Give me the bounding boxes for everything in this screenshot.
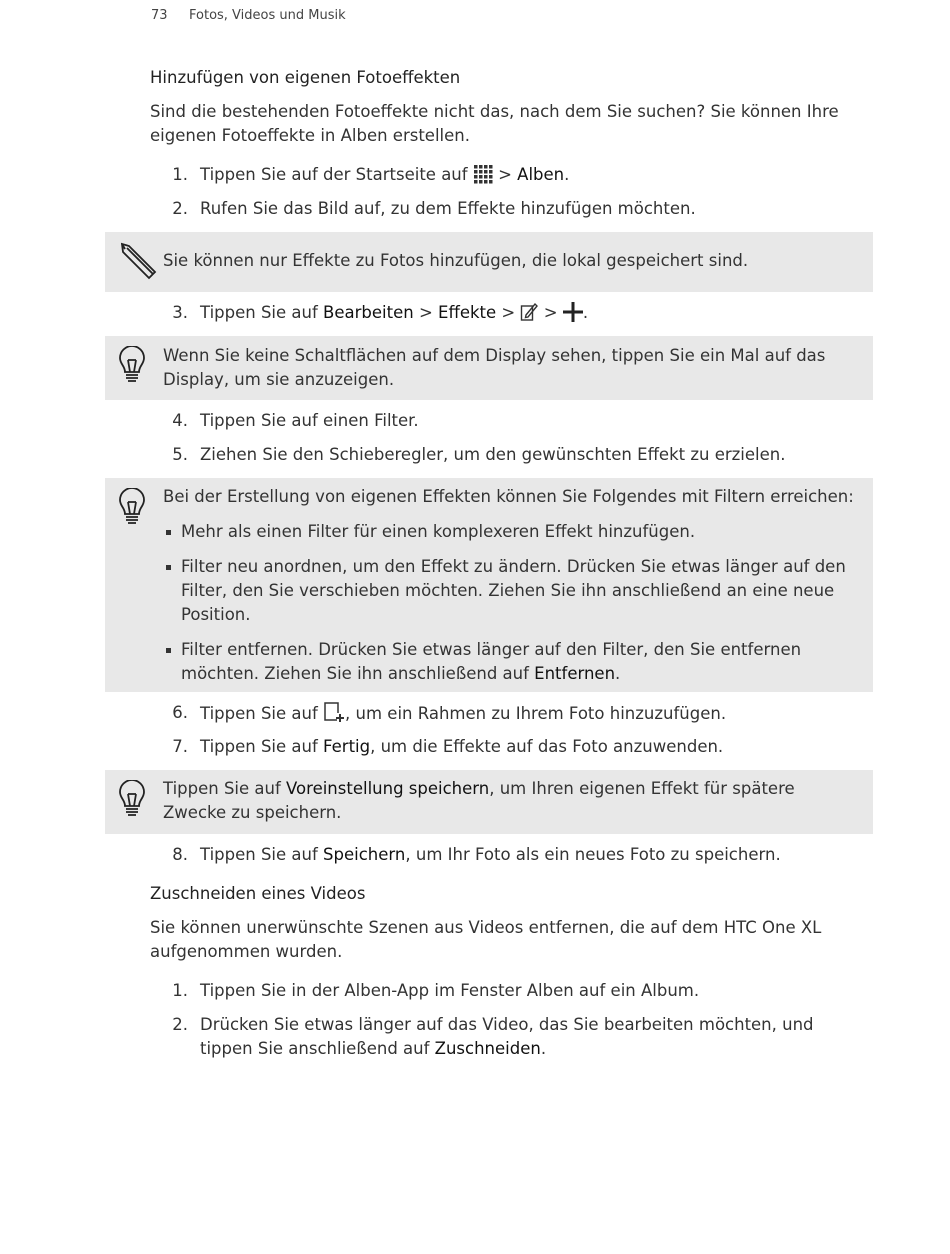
section-title-trim-video: Zuschneiden eines Videos (150, 884, 366, 903)
step-text: Tippen Sie auf (200, 737, 324, 756)
video-step-1 (168, 979, 848, 1003)
step-number: 2. (172, 199, 188, 218)
step-text: . (564, 165, 570, 184)
step-number: 5. (172, 445, 188, 464)
add-frame-icon (323, 701, 345, 723)
step-6 (168, 701, 848, 726)
page-number: 73 (151, 8, 168, 23)
ui-term: Bearbeiten (323, 303, 414, 322)
tip-box-1 (105, 336, 873, 400)
section-intro: Sind die bestehenden Fotoeffekte nicht das, nach dem Sie suchen? Sie können Ihre eigenen Fotoeffekte in Alben erstellen. (150, 102, 839, 145)
step-text: , um Ihr Foto als ein neues Foto zu speichern. (405, 845, 781, 864)
ui-term: Effekte (438, 303, 497, 322)
step-8 (168, 843, 848, 867)
section-intro: Sie können unerwünschte Szenen aus Videos entfernen, die auf dem HTC One XL aufgenommen wurden. (150, 918, 822, 961)
step-text: Tippen Sie auf (200, 704, 324, 723)
step-text: . (540, 1039, 547, 1058)
plus-icon (563, 302, 583, 322)
ui-term: Entfernen (534, 664, 616, 683)
step-number: 3. (172, 303, 188, 322)
step-7 (168, 735, 848, 759)
step-text: Tippen Sie auf einen Filter. (200, 411, 419, 430)
tip-box-3 (105, 770, 873, 834)
step-text: Rufen Sie das Bild auf, zu dem Effekte hinzufügen möchten. (200, 199, 696, 218)
step-text: , um die Effekte auf das Foto anzuwenden. (370, 737, 724, 756)
step-text: Tippen Sie in der Alben-App im Fenster Alben auf ein Album. (200, 981, 700, 1000)
step-number: 1. (172, 165, 188, 184)
step-text: Tippen Sie auf der Startseite auf (200, 165, 468, 184)
step-text: . (582, 303, 589, 322)
tip-text-1: Wenn Sie keine Schaltflächen auf dem Display sehen, tippen Sie ein Mal auf das Display, um sie anzuzeigen. (163, 346, 826, 389)
step-number: 8. (172, 845, 188, 864)
pencil-note-icon (117, 240, 157, 280)
tip-text-3 (163, 777, 863, 825)
step-4 (168, 409, 848, 433)
bullet-marker (166, 530, 171, 535)
step-2 (168, 197, 848, 221)
chapter-title: Fotos, Videos und Musik (189, 8, 346, 23)
lightbulb-tip-icon (117, 780, 147, 820)
bullet-item (163, 520, 863, 544)
ui-term: Speichern (323, 845, 406, 864)
section-title-photo-effects: Hinzufügen von eigenen Fotoeffekten (150, 68, 461, 87)
step-text: , um ein Rahmen zu Ihrem Foto hinzuzufügen. (345, 704, 727, 723)
page-header (151, 8, 346, 23)
tip-intro: Bei der Erstellung von eigenen Effekten können Sie Folgendes mit Filtern erreichen: (163, 487, 854, 506)
ui-term: Voreinstellung speichern (286, 779, 490, 798)
tip-text-2 (163, 485, 863, 686)
bullet-text: . (615, 664, 621, 683)
step-1 (168, 163, 848, 187)
step-number: 2. (172, 1015, 188, 1034)
bullet-text: Mehr als einen Filter für einen komplexeren Effekt hinzufügen. (181, 522, 696, 541)
bullet-marker (166, 565, 171, 570)
bullet-item (163, 638, 863, 686)
bullet-item (163, 555, 863, 627)
edit-icon (520, 302, 538, 322)
step-text: > (413, 303, 439, 322)
step-text: Ziehen Sie den Schieberegler, um den gewünschten Effekt zu erzielen. (200, 445, 786, 464)
video-step-2 (168, 1013, 848, 1061)
app-grid-icon (473, 164, 493, 184)
step-text: > (496, 303, 521, 322)
step-text: Tippen Sie auf (200, 845, 324, 864)
bullet-marker (166, 648, 171, 653)
lightbulb-tip-icon (117, 346, 147, 386)
step-5 (168, 443, 848, 467)
ui-term: Fertig (323, 737, 371, 756)
bullet-text: Filter neu anordnen, um den Effekt zu ändern. Drücken Sie etwas länger auf den Filter, den Sie verschieben möchten. Ziehen Sie ihn anschließend an eine neue Position. (181, 557, 846, 624)
bullet-text: Filter entfernen. Drücken Sie etwas länger auf den Filter, den Sie entfernen möchten. Ziehen Sie ihn anschließend auf (181, 640, 802, 683)
step-number: 1. (172, 981, 188, 1000)
step-number: 7. (172, 737, 188, 756)
step-number: 4. (172, 411, 188, 430)
step-text: > (538, 303, 563, 322)
step-text: Tippen Sie auf (200, 303, 324, 322)
tip-text: Tippen Sie auf (163, 779, 287, 798)
tip-text: , um Ihren eigenen Effekt für spätere Zwecke zu speichern. (163, 779, 795, 822)
ui-term: Alben (517, 165, 565, 184)
tip-box-2 (105, 478, 873, 692)
note-box (105, 232, 873, 292)
step-3 (168, 301, 848, 325)
step-text: > (492, 165, 518, 184)
step-text: Drücken Sie etwas länger auf das Video, das Sie bearbeiten möchten, und tippen Sie anschließend auf (200, 1015, 814, 1058)
lightbulb-tip-icon (117, 488, 147, 528)
ui-term: Zuschneiden (434, 1039, 541, 1058)
note-text: Sie können nur Effekte zu Fotos hinzufügen, die lokal gespeichert sind. (163, 251, 749, 270)
step-number: 6. (172, 703, 188, 722)
